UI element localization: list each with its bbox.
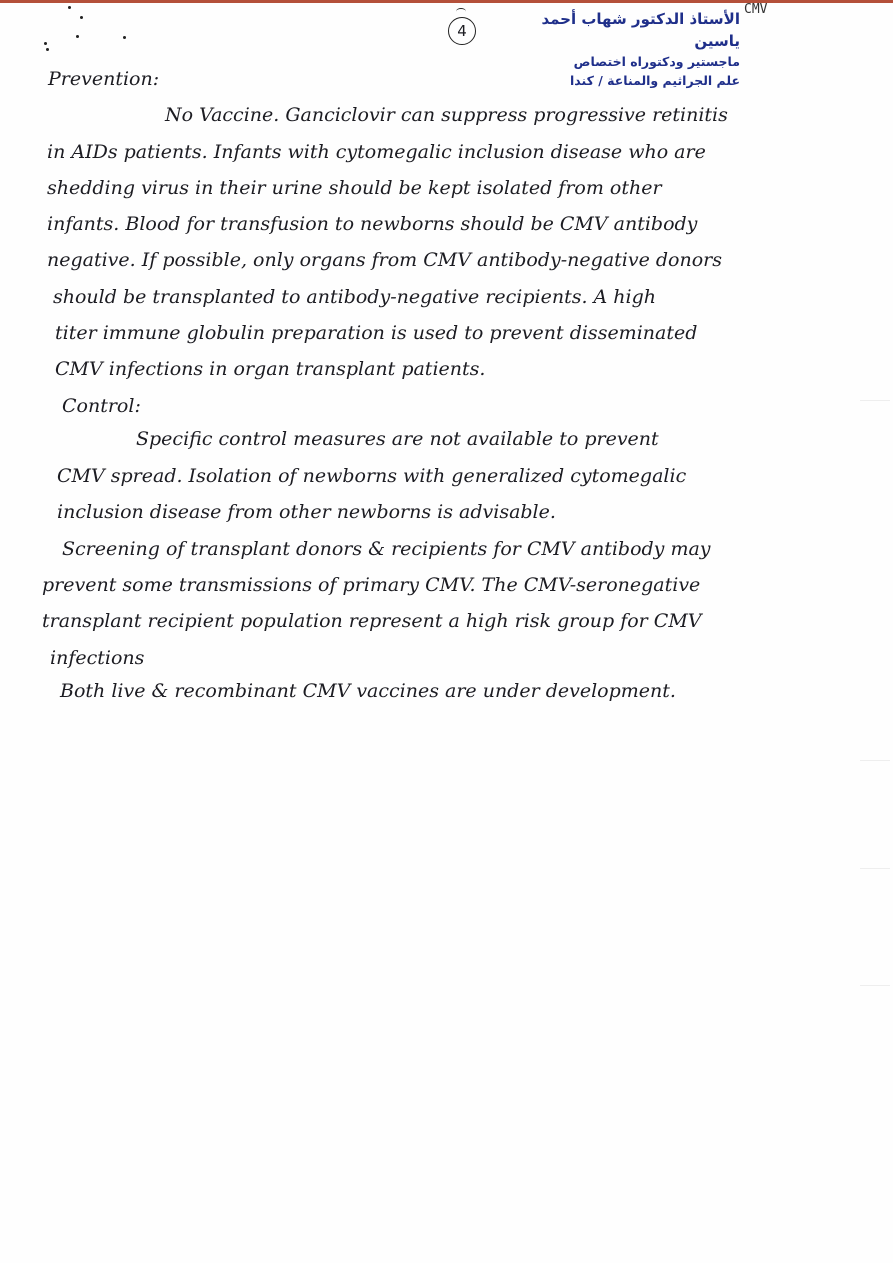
- text-line: titer immune globulin preparation is used to prevent disseminated: [55, 322, 698, 344]
- text-line: negative. If possible, only organs from CMV antibody-negative donors: [47, 249, 722, 271]
- text-line: Both live & recombinant CMV vaccines are under development.: [60, 680, 676, 702]
- text-line: in AIDs patients. Infants with cytomegalic inclusion disease who are: [47, 141, 706, 163]
- section-heading-control: Control:: [62, 395, 141, 417]
- page-number-mark: [456, 8, 466, 15]
- page-number: 4: [448, 17, 476, 45]
- text-line: transplant recipient population represent a high risk group for CMV: [42, 610, 702, 632]
- pen-dot: [76, 35, 79, 38]
- topic-tag: CMV: [744, 2, 768, 17]
- text-line: prevent some transmissions of primary CMV. The CMV-seronegative: [42, 574, 701, 596]
- pen-dot: [80, 16, 83, 19]
- text-line: Screening of transplant donors & recipients for CMV antibody may: [62, 538, 711, 560]
- author-stamp: [540, 8, 740, 90]
- stamp-line: ماجستير ودكتوراه اختصاص: [573, 54, 740, 69]
- text-line: inclusion disease from other newborns is advisable.: [57, 501, 556, 523]
- pen-dot: [44, 42, 47, 45]
- text-line: CMV spread. Isolation of newborns with generalized cytomegalic: [57, 465, 687, 487]
- text-line: No Vaccine. Ganciclovir can suppress progressive retinitis: [165, 104, 728, 126]
- text-line: CMV infections in organ transplant patients.: [55, 358, 486, 380]
- pen-dot: [46, 48, 49, 51]
- stamp-line: علم الجراثيم والمناعة / كندا: [570, 73, 740, 88]
- text-line: infections: [50, 647, 145, 669]
- stamp-line: الأستاذ الدكتور شهاب أحمد ياسين: [541, 10, 740, 50]
- scan-artifact: [860, 985, 890, 986]
- text-line: Specific control measures are not available to prevent: [136, 428, 659, 450]
- scan-artifact: [860, 760, 890, 761]
- text-line: should be transplanted to antibody-negative recipients. A high: [53, 286, 657, 308]
- section-heading-prevention: Prevention:: [48, 68, 160, 90]
- pen-dot: [123, 36, 126, 39]
- pen-dot: [68, 6, 71, 9]
- text-line: infants. Blood for transfusion to newborns should be CMV antibody: [47, 213, 698, 235]
- scan-artifact: [860, 868, 890, 869]
- text-line: shedding virus in their urine should be kept isolated from other: [47, 177, 662, 199]
- scan-artifact: [860, 400, 890, 401]
